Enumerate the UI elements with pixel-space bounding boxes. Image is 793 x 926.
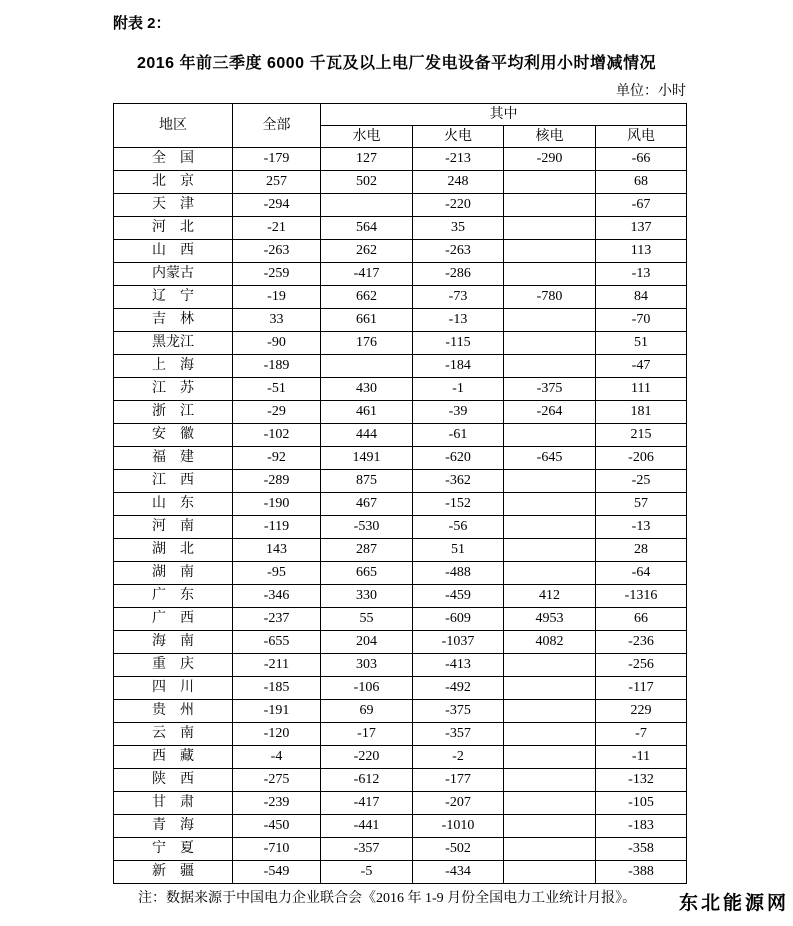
value-cell: -13: [413, 309, 504, 332]
region-cell: 重 庆: [114, 654, 233, 677]
value-cell: -64: [596, 562, 687, 585]
table-row: [114, 746, 687, 769]
table-row: [114, 171, 687, 194]
value-cell: -259: [233, 263, 321, 286]
value-cell: -1037: [413, 631, 504, 654]
value-cell: -375: [413, 700, 504, 723]
value-cell: 176: [321, 332, 413, 355]
table-row: [114, 286, 687, 309]
value-cell: [504, 424, 596, 447]
region-cell: 广 东: [114, 585, 233, 608]
value-cell: -780: [504, 286, 596, 309]
region-cell: 新 疆: [114, 861, 233, 884]
value-cell: -189: [233, 355, 321, 378]
value-cell: -294: [233, 194, 321, 217]
value-cell: -220: [321, 746, 413, 769]
value-cell: -492: [413, 677, 504, 700]
value-cell: 502: [321, 171, 413, 194]
region-cell: 河 南: [114, 516, 233, 539]
value-cell: 262: [321, 240, 413, 263]
value-cell: [504, 792, 596, 815]
value-cell: -2: [413, 746, 504, 769]
value-cell: -95: [233, 562, 321, 585]
table-row: [114, 562, 687, 585]
value-cell: -120: [233, 723, 321, 746]
value-cell: [504, 493, 596, 516]
table-body: [114, 148, 687, 884]
value-cell: 257: [233, 171, 321, 194]
value-cell: -183: [596, 815, 687, 838]
value-cell: 57: [596, 493, 687, 516]
value-cell: 111: [596, 378, 687, 401]
value-cell: [504, 838, 596, 861]
region-cell: 黑龙江: [114, 332, 233, 355]
value-cell: -47: [596, 355, 687, 378]
table-row: [114, 332, 687, 355]
value-cell: -13: [596, 516, 687, 539]
table-row: [114, 792, 687, 815]
value-cell: -263: [413, 240, 504, 263]
value-cell: 287: [321, 539, 413, 562]
table-row: [114, 424, 687, 447]
value-cell: 229: [596, 700, 687, 723]
value-cell: -177: [413, 769, 504, 792]
source-note: 注：数据来源于中国电力企业联合会《2016 年 1-9 月份全国电力工业统计月报》。: [138, 891, 637, 906]
value-cell: -115: [413, 332, 504, 355]
value-cell: -275: [233, 769, 321, 792]
region-cell: 河 北: [114, 217, 233, 240]
value-cell: [504, 562, 596, 585]
region-cell: 江 苏: [114, 378, 233, 401]
value-cell: -375: [504, 378, 596, 401]
value-cell: [504, 516, 596, 539]
value-cell: 68: [596, 171, 687, 194]
value-cell: [504, 700, 596, 723]
value-cell: [321, 355, 413, 378]
value-cell: 33: [233, 309, 321, 332]
region-cell: 湖 南: [114, 562, 233, 585]
value-cell: -264: [504, 401, 596, 424]
value-cell: -4: [233, 746, 321, 769]
value-cell: -132: [596, 769, 687, 792]
appendix-label: 附表 2：: [113, 15, 171, 32]
table-row: [114, 401, 687, 424]
table-row: [114, 240, 687, 263]
value-cell: -609: [413, 608, 504, 631]
value-cell: 564: [321, 217, 413, 240]
value-cell: -645: [504, 447, 596, 470]
value-cell: -19: [233, 286, 321, 309]
value-cell: -11: [596, 746, 687, 769]
region-cell: 上 海: [114, 355, 233, 378]
value-cell: [321, 194, 413, 217]
value-cell: 461: [321, 401, 413, 424]
page-title: 2016 年前三季度 6000 千瓦及以上电厂发电设备平均利用小时增减情况: [136, 55, 657, 72]
region-cell: 浙 江: [114, 401, 233, 424]
table-row: [114, 355, 687, 378]
value-cell: [504, 815, 596, 838]
region-cell: 贵 州: [114, 700, 233, 723]
value-cell: -207: [413, 792, 504, 815]
value-cell: -66: [596, 148, 687, 171]
value-cell: -29: [233, 401, 321, 424]
value-cell: 215: [596, 424, 687, 447]
table-row: [114, 148, 687, 171]
region-cell: 甘 肃: [114, 792, 233, 815]
value-cell: 330: [321, 585, 413, 608]
value-cell: [504, 654, 596, 677]
value-cell: -357: [321, 838, 413, 861]
value-cell: 875: [321, 470, 413, 493]
value-cell: -549: [233, 861, 321, 884]
value-cell: 412: [504, 585, 596, 608]
table-row: [114, 447, 687, 470]
region-cell: 宁 夏: [114, 838, 233, 861]
value-cell: -417: [321, 263, 413, 286]
table-row: [114, 378, 687, 401]
value-cell: -119: [233, 516, 321, 539]
table-row: [114, 861, 687, 884]
value-cell: -90: [233, 332, 321, 355]
value-cell: 181: [596, 401, 687, 424]
value-cell: -358: [596, 838, 687, 861]
table-row: [114, 539, 687, 562]
value-cell: -459: [413, 585, 504, 608]
value-cell: -441: [321, 815, 413, 838]
region-cell: 湖 北: [114, 539, 233, 562]
value-cell: 66: [596, 608, 687, 631]
value-cell: [504, 677, 596, 700]
table-row: [114, 585, 687, 608]
value-cell: -346: [233, 585, 321, 608]
region-cell: 陕 西: [114, 769, 233, 792]
value-cell: 69: [321, 700, 413, 723]
table-row: [114, 493, 687, 516]
value-cell: [504, 470, 596, 493]
value-cell: 51: [413, 539, 504, 562]
region-cell: 山 西: [114, 240, 233, 263]
value-cell: -1316: [596, 585, 687, 608]
region-cell: 天 津: [114, 194, 233, 217]
region-cell: 江 西: [114, 470, 233, 493]
value-cell: [504, 769, 596, 792]
value-cell: -184: [413, 355, 504, 378]
value-cell: -206: [596, 447, 687, 470]
table-row: [114, 700, 687, 723]
region-cell: 海 南: [114, 631, 233, 654]
value-cell: -7: [596, 723, 687, 746]
table-row: [114, 194, 687, 217]
table-row: [114, 608, 687, 631]
value-cell: 662: [321, 286, 413, 309]
value-cell: 51: [596, 332, 687, 355]
value-cell: 303: [321, 654, 413, 677]
value-cell: -450: [233, 815, 321, 838]
value-cell: -239: [233, 792, 321, 815]
col-header-thermal: 火电: [413, 126, 504, 148]
region-cell: 全 国: [114, 148, 233, 171]
table-header: [114, 104, 687, 148]
value-cell: -417: [321, 792, 413, 815]
value-cell: -92: [233, 447, 321, 470]
value-cell: -488: [413, 562, 504, 585]
value-cell: -106: [321, 677, 413, 700]
value-cell: -73: [413, 286, 504, 309]
table-row: [114, 217, 687, 240]
col-header-nuclear: 核电: [504, 126, 596, 148]
table-row: [114, 470, 687, 493]
value-cell: [504, 746, 596, 769]
region-cell: 内蒙古: [114, 263, 233, 286]
value-cell: -117: [596, 677, 687, 700]
col-header-region: 地区: [114, 104, 233, 148]
value-cell: 204: [321, 631, 413, 654]
table-row: [114, 631, 687, 654]
table-row: [114, 769, 687, 792]
value-cell: [504, 309, 596, 332]
value-cell: -70: [596, 309, 687, 332]
value-cell: -185: [233, 677, 321, 700]
value-cell: -286: [413, 263, 504, 286]
value-cell: 430: [321, 378, 413, 401]
table-row: [114, 263, 687, 286]
region-cell: 安 徽: [114, 424, 233, 447]
value-cell: -152: [413, 493, 504, 516]
region-cell: 广 西: [114, 608, 233, 631]
value-cell: -290: [504, 148, 596, 171]
value-cell: -213: [413, 148, 504, 171]
col-header-hydro: 水电: [321, 126, 413, 148]
value-cell: -211: [233, 654, 321, 677]
value-cell: 248: [413, 171, 504, 194]
value-cell: -612: [321, 769, 413, 792]
value-cell: 4953: [504, 608, 596, 631]
value-cell: -620: [413, 447, 504, 470]
page-footer: [113, 889, 789, 917]
table-row: [114, 677, 687, 700]
value-cell: -17: [321, 723, 413, 746]
value-cell: -5: [321, 861, 413, 884]
value-cell: [504, 723, 596, 746]
value-cell: -434: [413, 861, 504, 884]
value-cell: 127: [321, 148, 413, 171]
table-row: [114, 516, 687, 539]
unit-label: 单位：小时: [616, 84, 686, 99]
value-cell: 467: [321, 493, 413, 516]
value-cell: -102: [233, 424, 321, 447]
value-cell: [504, 171, 596, 194]
value-cell: -105: [596, 792, 687, 815]
col-header-of-which: 其中: [321, 104, 687, 126]
table-row: [114, 309, 687, 332]
value-cell: [504, 332, 596, 355]
header-row-1: [114, 104, 687, 126]
table-row: [114, 723, 687, 746]
value-cell: -61: [413, 424, 504, 447]
value-cell: 1491: [321, 447, 413, 470]
value-cell: -655: [233, 631, 321, 654]
value-cell: -21: [233, 217, 321, 240]
value-cell: -362: [413, 470, 504, 493]
value-cell: -710: [233, 838, 321, 861]
region-cell: 吉 林: [114, 309, 233, 332]
value-cell: 4082: [504, 631, 596, 654]
value-cell: -256: [596, 654, 687, 677]
value-cell: [504, 217, 596, 240]
value-cell: [504, 355, 596, 378]
region-cell: 西 藏: [114, 746, 233, 769]
value-cell: -236: [596, 631, 687, 654]
value-cell: [504, 539, 596, 562]
value-cell: -51: [233, 378, 321, 401]
value-cell: 35: [413, 217, 504, 240]
value-cell: 113: [596, 240, 687, 263]
region-cell: 青 海: [114, 815, 233, 838]
value-cell: 55: [321, 608, 413, 631]
col-header-total: 全部: [233, 104, 321, 148]
region-cell: 辽 宁: [114, 286, 233, 309]
value-cell: 84: [596, 286, 687, 309]
value-cell: 28: [596, 539, 687, 562]
region-cell: 山 东: [114, 493, 233, 516]
value-cell: -388: [596, 861, 687, 884]
value-cell: -220: [413, 194, 504, 217]
value-cell: [504, 240, 596, 263]
value-cell: [504, 263, 596, 286]
value-cell: 137: [596, 217, 687, 240]
value-cell: -413: [413, 654, 504, 677]
value-cell: -357: [413, 723, 504, 746]
region-cell: 云 南: [114, 723, 233, 746]
value-cell: -67: [596, 194, 687, 217]
value-cell: -13: [596, 263, 687, 286]
value-cell: -191: [233, 700, 321, 723]
watermark: 东北能源网: [678, 893, 789, 914]
value-cell: -56: [413, 516, 504, 539]
value-cell: [504, 861, 596, 884]
table-row: [114, 838, 687, 861]
value-cell: -502: [413, 838, 504, 861]
value-cell: -25: [596, 470, 687, 493]
table-row: [114, 654, 687, 677]
table-row: [114, 815, 687, 838]
value-cell: 665: [321, 562, 413, 585]
utilization-table: [113, 103, 687, 884]
value-cell: 661: [321, 309, 413, 332]
value-cell: -237: [233, 608, 321, 631]
value-cell: [504, 194, 596, 217]
col-header-wind: 风电: [596, 126, 687, 148]
value-cell: -179: [233, 148, 321, 171]
value-cell: -39: [413, 401, 504, 424]
region-cell: 北 京: [114, 171, 233, 194]
region-cell: 福 建: [114, 447, 233, 470]
value-cell: -1010: [413, 815, 504, 838]
value-cell: 143: [233, 539, 321, 562]
value-cell: -289: [233, 470, 321, 493]
value-cell: -263: [233, 240, 321, 263]
value-cell: -1: [413, 378, 504, 401]
value-cell: 444: [321, 424, 413, 447]
region-cell: 四 川: [114, 677, 233, 700]
value-cell: -190: [233, 493, 321, 516]
value-cell: -530: [321, 516, 413, 539]
